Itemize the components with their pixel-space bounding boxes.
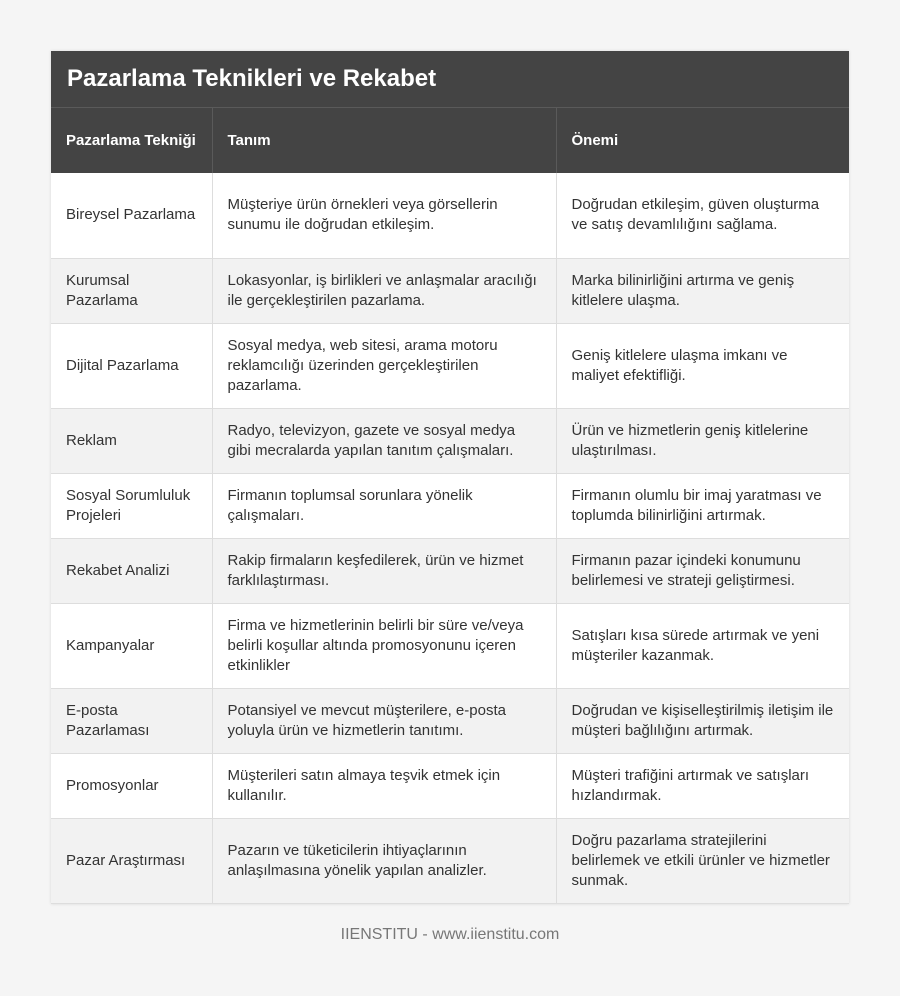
technique-cell: Reklam [51,408,212,473]
definition-cell: Pazarın ve tüketicilerin ihtiyaçlarının anlaşılmasına yönelik yapılan analizler. [212,818,556,903]
table-row [51,818,849,903]
importance-cell: Ürün ve hizmetlerin geniş kitlelerine ulaştırılması. [556,408,849,473]
table-card [51,51,849,904]
footer-credit: IIENSTITU - www.iienstitu.com [340,926,560,943]
table-row [51,473,849,538]
definition-cell: Rakip firmaların keşfedilerek, ürün ve hizmet farklılaştırması. [212,538,556,603]
definition-cell: Sosyal medya, web sitesi, arama motoru reklamcılığı üzerinden gerçekleştirilen pazarlama. [212,323,556,408]
table-title: Pazarlama Teknikleri ve Rekabet [51,51,849,108]
table-row [51,258,849,323]
technique-cell: Pazar Araştırması [51,818,212,903]
table-row [51,753,849,818]
technique-cell: Kampanyalar [51,603,212,688]
technique-cell: Dijital Pazarlama [51,323,212,408]
importance-cell: Doğrudan etkileşim, güven oluşturma ve satış devamlılığını sağlama. [556,173,849,258]
table-row [51,323,849,408]
technique-cell: E-posta Pazarlaması [51,688,212,753]
column-header-definition: Tanım [212,108,556,173]
column-header-technique: Pazarlama Tekniği [51,108,212,173]
definition-cell: Radyo, televizyon, gazete ve sosyal medya gibi mecralarda yapılan tanıtım çalışmaları. [212,408,556,473]
table-row [51,688,849,753]
technique-cell: Rekabet Analizi [51,538,212,603]
definition-cell: Müşteriye ürün örnekleri veya görsellerin sunumu ile doğrudan etkileşim. [212,173,556,258]
marketing-table [51,108,849,904]
definition-cell: Müşterileri satın almaya teşvik etmek için kullanılır. [212,753,556,818]
definition-cell: Firma ve hizmetlerinin belirli bir süre ve/veya belirli koşullar altında promosyonunu içeren etkinlikler [212,603,556,688]
importance-cell: Satışları kısa sürede artırmak ve yeni müşteriler kazanmak. [556,603,849,688]
importance-cell: Doğru pazarlama stratejilerini belirlemek ve etkili ürünler ve hizmetler sunmak. [556,818,849,903]
definition-cell: Potansiyel ve mevcut müşterilere, e-posta yoluyla ürün ve hizmetlerin tanıtımı. [212,688,556,753]
table-row [51,408,849,473]
importance-cell: Doğrudan ve kişiselleştirilmiş iletişim ile müşteri bağlılığını artırmak. [556,688,849,753]
technique-cell: Kurumsal Pazarlama [51,258,212,323]
technique-cell: Sosyal Sorumluluk Projeleri [51,473,212,538]
importance-cell: Geniş kitlelere ulaşma imkanı ve maliyet efektifliği. [556,323,849,408]
importance-cell: Müşteri trafiğini artırmak ve satışları hızlandırmak. [556,753,849,818]
technique-cell: Bireysel Pazarlama [51,173,212,258]
importance-cell: Marka bilinirliğini artırma ve geniş kitlelere ulaşma. [556,258,849,323]
technique-cell: Promosyonlar [51,753,212,818]
table-row [51,538,849,603]
importance-cell: Firmanın olumlu bir imaj yaratması ve toplumda bilinirliğini artırmak. [556,473,849,538]
definition-cell: Firmanın toplumsal sorunlara yönelik çalışmaları. [212,473,556,538]
column-header-importance: Önemi [556,108,849,173]
table-row [51,173,849,258]
header-row [51,108,849,173]
table-row [51,603,849,688]
importance-cell: Firmanın pazar içindeki konumunu belirlemesi ve strateji geliştirmesi. [556,538,849,603]
definition-cell: Lokasyonlar, iş birlikleri ve anlaşmalar aracılığı ile gerçekleştirilen pazarlama. [212,258,556,323]
